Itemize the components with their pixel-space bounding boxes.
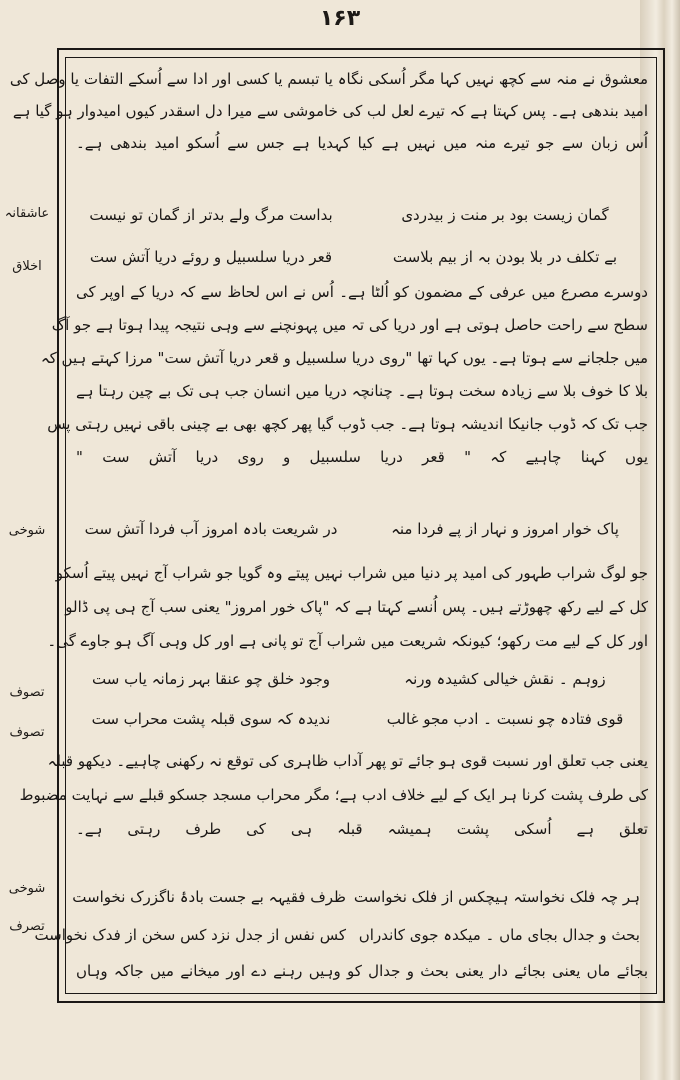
prose-line: تعلق ہے اُسکی پشت ہمیشہ قبلہ ہی کی طرف رہتی ہے۔	[76, 820, 648, 838]
verse-couplet	[34, 920, 648, 950]
verse-hemistich-right: بے تکلف در بلا بودن بہ از بیم بلاست	[392, 248, 618, 266]
verse-couplet	[76, 664, 648, 694]
prose-line: اُس زبان سے جو تیرے منہ میں نہیں ہے کیا کہدیا ہے جس سے اُسکو امید بندھی ہے۔	[76, 134, 648, 152]
verse-hemistich-left: بداست مرگ ولے بدتر از گمان تو نیست	[89, 206, 333, 224]
prose-line: دوسرے مصرع میں عرفی کے مضمون کو اُلٹا ہے۔ اُس نے اس لحاظ سے کہ دریا کے اوپر کی	[76, 283, 648, 301]
prose-line: یعنی جب تعلق اور نسبت قوی ہو جائے تو پھر آداب ظاہری کی توقع نہ رکھنی چاہیے۔ دیکھو قبلہ	[47, 752, 648, 770]
prose-line: بجائے ماں یعنی بجائے دار یعنی بحث و جدال کو وہیں رہنے دے اور میخانے میں جاکہ وہاں	[76, 962, 648, 980]
verse-couplet	[76, 242, 648, 272]
margin-note-ashiqana: عاشقانہ	[4, 206, 50, 221]
verse-couplet	[76, 200, 648, 230]
verse-couplet	[76, 514, 648, 544]
verse-hemistich-right: ہر چہ فلک نخواستہ ہیچکس از فلک نخواست	[353, 888, 640, 906]
verse-hemistich-right: گمان زیست بود بر منت ز بیدردی	[401, 206, 609, 224]
prose-line: کی طرف پشت کرنا ہر ایک کے لیے خلاف ادب ہے؛ مگر محراب مسجد جسکو قبلے سے نہایت مضبوط	[19, 786, 648, 804]
prose-line: جو لوگ شراب طہور کی امید پر دنیا میں شراب نہیں پیتے وہ گویا جو شراب آج نہیں پیتے اُسکو	[55, 564, 648, 582]
prose-line: کل کے لیے رکھ چھوڑتے ہیں۔ پس اُنسے کہتا ہے کہ "پاک خور امروز" یعنی سب آج ہی پی ڈالو	[65, 598, 648, 616]
prose-line: امید بندھی ہے۔ پس کہتا ہے کہ تیرے لعل لب کی خاموشی سے میرا دل اسقدر کیوں امیدوار ہو گیا ہے	[12, 102, 648, 120]
prose-line: اور کل کے لیے مت رکھو؛ کیونکہ شریعت میں شراب آج تو پانی ہے اور کل وہی آگ ہو جاوے گی۔	[47, 632, 648, 650]
verse-hemistich-right: زوہم ۔ نقش خیالی کشیدہ ورنہ	[404, 670, 606, 688]
prose-line: جب تک کہ ڈوب جانیکا اندیشہ ہوتا ہے۔ جب ڈوب گیا پھر کچھ بھی بے چینی باقی نہیں رہتی پس	[47, 415, 648, 433]
verse-hemistich-left: ظرف فقیہہ بے جست بادۂ ناگزرک نخواست	[72, 888, 346, 906]
margin-note-tasarruf: تصرف	[9, 919, 45, 934]
margin-note-shokhi-2: شوخی	[8, 881, 46, 896]
prose-line: معشوق نے منہ سے کچھ نہیں کہا مگر اُسکی نگاہ یا تبسم یا کسی اور ادا سے اُسکے التفات یا وصل کی	[9, 70, 648, 88]
prose-line: بلا کا خوف بلا سے زیادہ سخت ہوتا ہے۔ چنانچہ دریا میں انسان جب ہی تک بے چین رہتا ہے	[76, 382, 648, 400]
verse-hemistich-left: ندیدہ کہ سوی قبلہ پشت محراب ست	[91, 710, 331, 728]
margin-note-tasawwuf-2: تصوف	[9, 725, 45, 740]
verse-hemistich-right: بحث و جدال بجای ماں ۔ میکدہ جوی کاندراں	[358, 926, 640, 944]
margin-note-akhlaq: اخلاق	[12, 259, 42, 274]
verse-hemistich-left: وجود خلق چو عنقا بہر زمانہ یاب ست	[92, 670, 330, 688]
margin-note-tasawwuf: تصوف	[9, 685, 45, 700]
verse-hemistich-left: قعر دریا سلسبیل و روئے دریا آتش ست	[89, 248, 333, 266]
prose-line: یوں کہنا چاہیے کہ " قعر دریا سلسبیل و روی دریا آتش ست "	[76, 448, 648, 466]
verse-hemistich-right: قوی فتادہ چو نسبت ۔ ادب مجو غالب	[386, 710, 624, 728]
verse-couplet	[72, 882, 648, 912]
verse-hemistich-right: پاک خوار امروز و نہار از پے فردا منہ	[391, 520, 619, 538]
margin-note-shokhi: شوخی	[8, 523, 46, 538]
verse-couplet	[76, 704, 648, 734]
prose-line: میں جلجانے سے ہوتا ہے۔ یوں کہا تھا "روی دریا سلسبیل و قعر دریا آتش ست" مرزا کہتے ہیں کہ	[40, 349, 648, 367]
verse-hemistich-left: در شریعت بادہ امروز آب فردا آتش ست	[84, 520, 338, 538]
prose-line: سطح سے راحت حاصل ہوتی ہے اور دریا کی تہ میں پہونچنے سے وہی نتیجہ پیدا ہوتا ہے جو آگ	[51, 316, 648, 334]
verse-hemistich-left: کس نفس از جدل نزد کس سخن از فدک نخواست	[34, 926, 346, 944]
page-number: ۱۶۳	[319, 6, 361, 31]
